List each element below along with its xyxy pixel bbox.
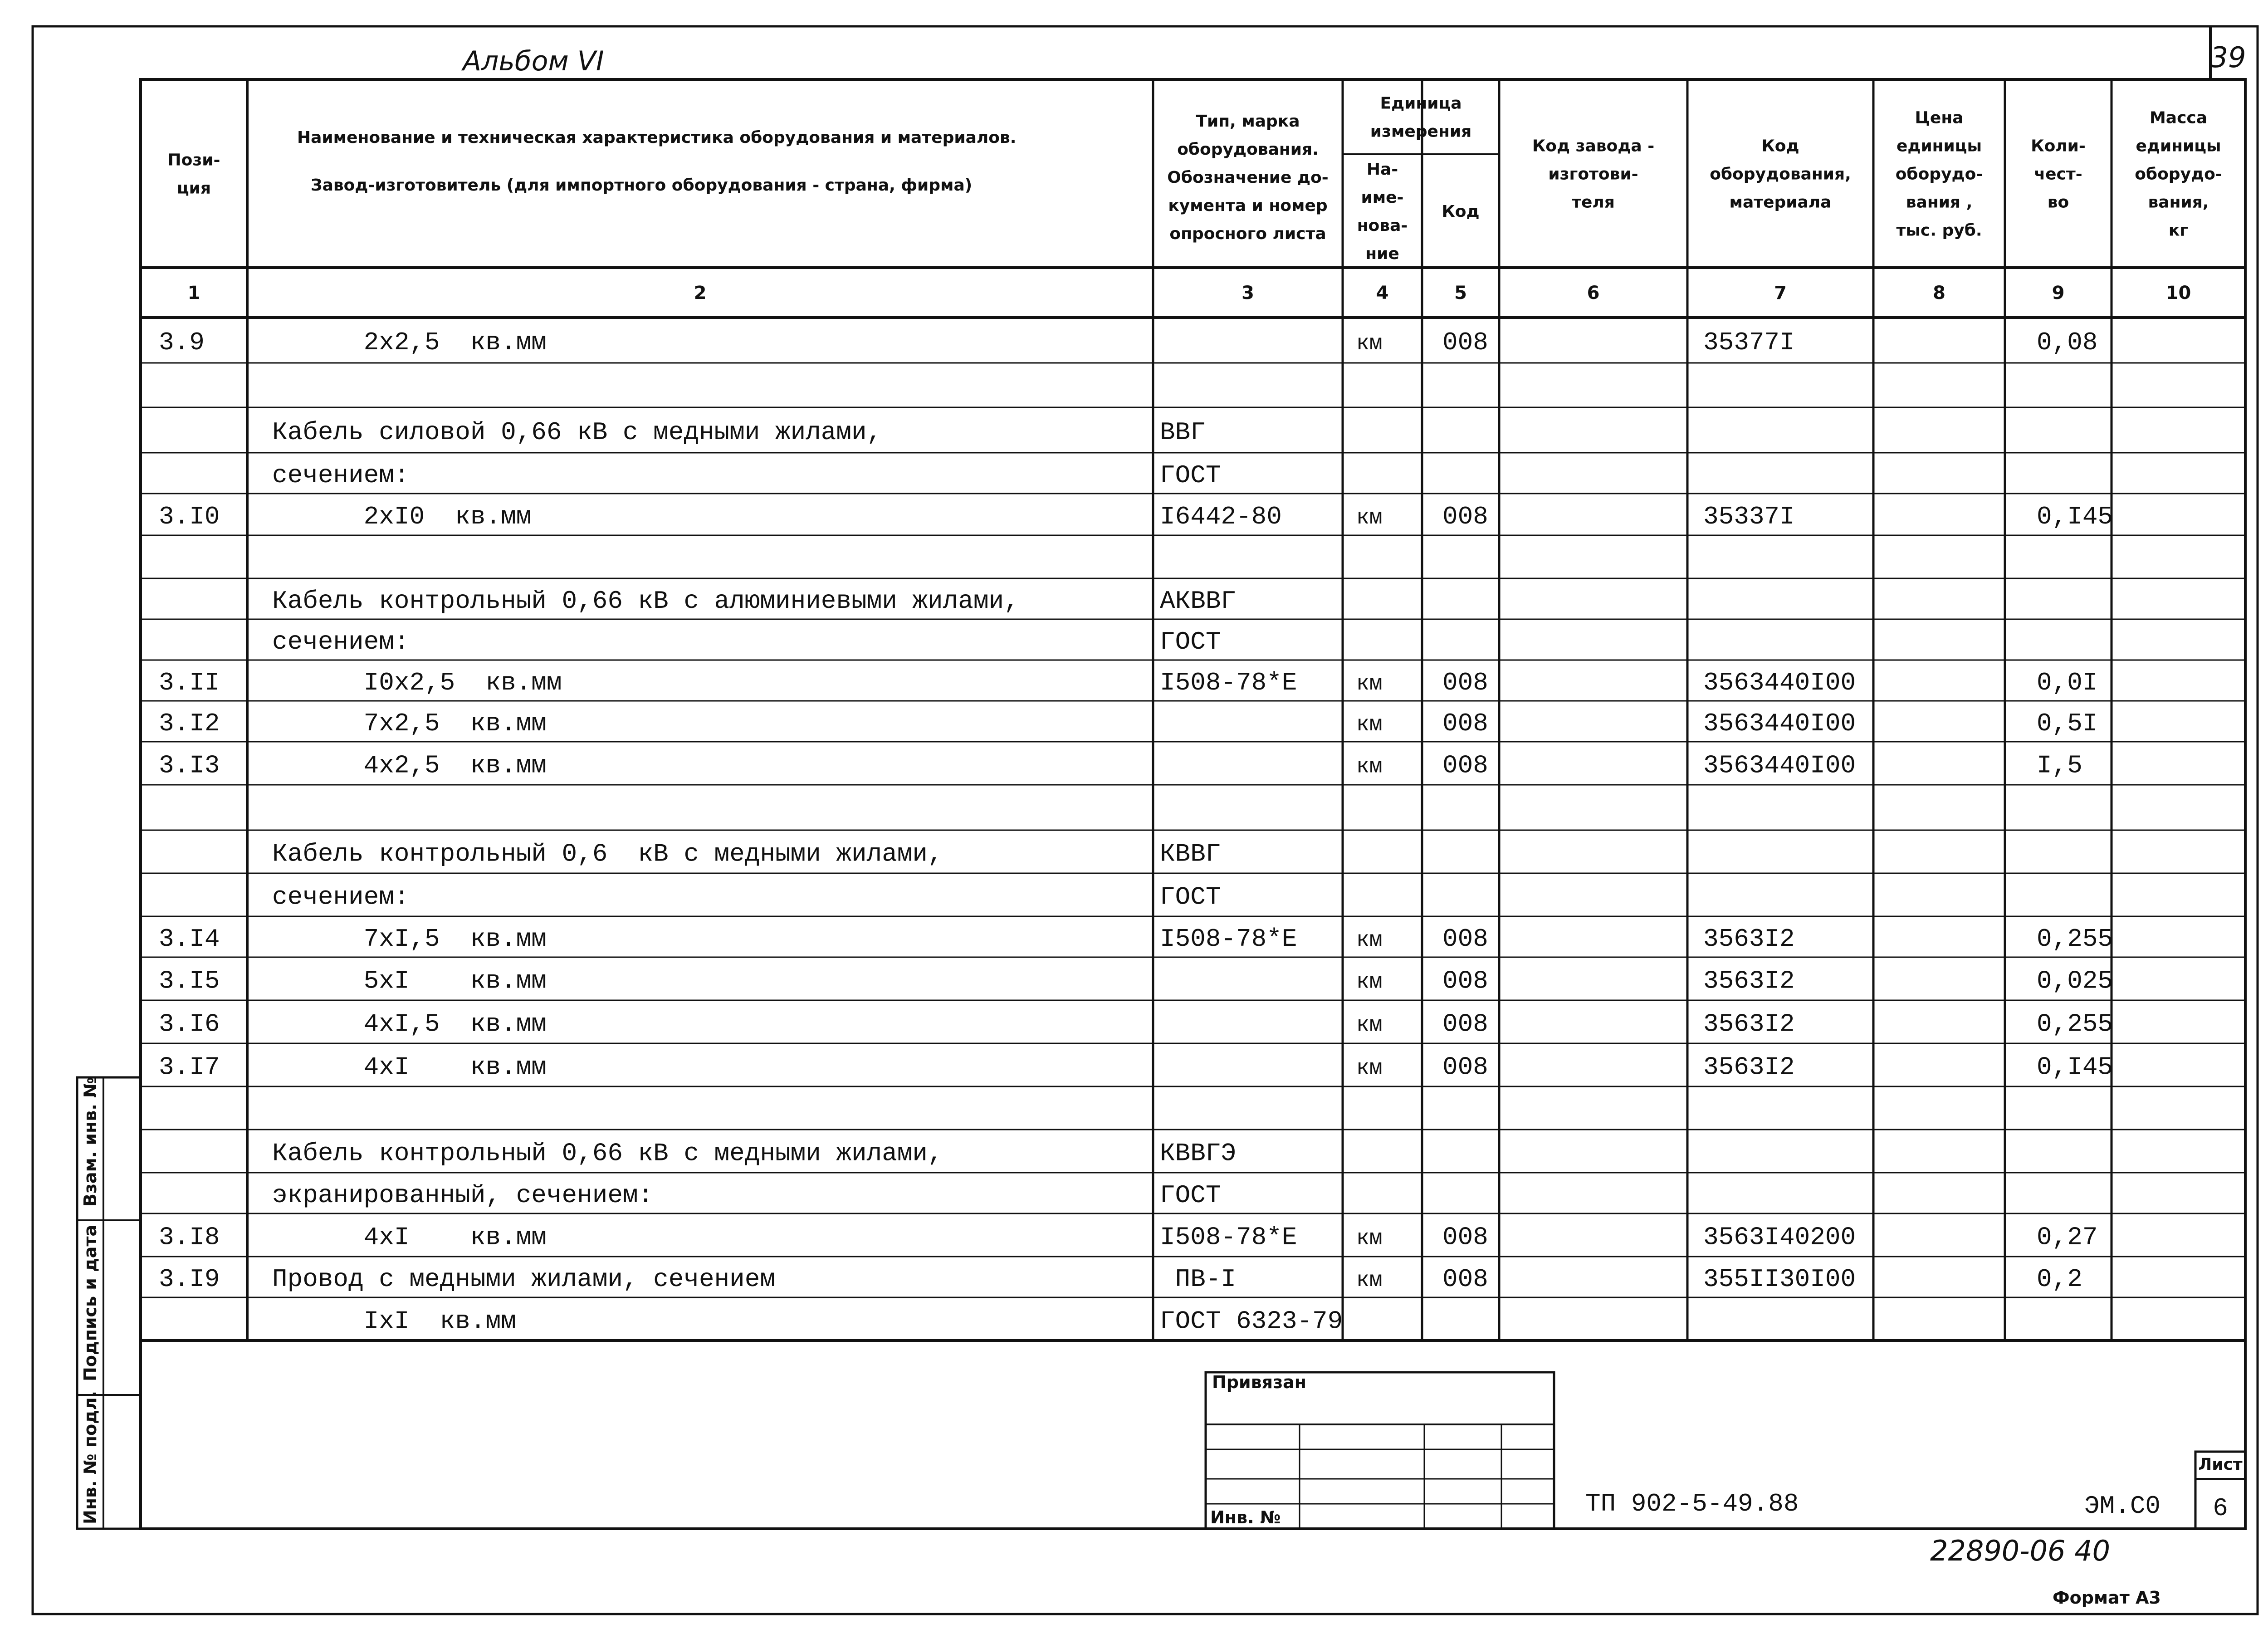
column-number: 8 [1933, 283, 1945, 303]
cell-unit-name: км [1356, 1226, 1383, 1251]
cell-unit-name: км [1356, 928, 1383, 953]
hdr-type: Обозначение до- [1167, 168, 1329, 187]
column-number: 5 [1454, 283, 1467, 303]
cell-name: сечением: [272, 627, 410, 656]
table-row [159, 668, 2097, 697]
cell-unit-code: 008 [1442, 1265, 1488, 1294]
hdr-name: Наименование и техническая характеристика оборудования и материалов. [297, 128, 1017, 147]
cell-equipment-code: 35377I [1703, 328, 1795, 357]
column-number-row [188, 283, 2191, 303]
cell-equipment-code: 3563440I00 [1703, 668, 1856, 697]
cell-position: 3.I0 [159, 502, 220, 531]
hdr-position: Пози- [167, 151, 220, 170]
hdr-unit-name: име- [1361, 188, 1404, 207]
cell-name: 5хI кв.мм [272, 966, 547, 996]
cell-equipment-code: 3563440I00 [1703, 751, 1856, 780]
cell-unit-code: 008 [1442, 1223, 1488, 1252]
cell-position: 3.I3 [159, 751, 220, 780]
cell-position: 3.9 [159, 328, 205, 357]
format-label: Формат А3 [2053, 1588, 2161, 1608]
hdr-price: вания , [1906, 193, 1973, 212]
cell-type: ГОСТ 6323-79 [1160, 1306, 1343, 1336]
hdr-quantity: Коли- [2031, 137, 2086, 156]
cell-unit-name: км [1356, 506, 1383, 530]
table-row [159, 751, 2082, 780]
cell-type: АКВВГ [1160, 587, 1237, 616]
cell-equipment-code: 35337I [1703, 502, 1795, 531]
cell-name: 7х2,5 кв.мм [272, 709, 547, 738]
table-row [159, 1010, 2113, 1039]
table-row [272, 840, 1221, 869]
cell-name: 4хI кв.мм [272, 1223, 547, 1252]
cell-equipment-code: 3563440I00 [1703, 709, 1856, 738]
title-sheet-label: Лист [2198, 1455, 2243, 1474]
title-block [1206, 1372, 2245, 1529]
cell-quantity: I,5 [2037, 751, 2082, 780]
cell-name: экранированный, сечением: [272, 1181, 654, 1210]
table-row [159, 1053, 2113, 1082]
cell-unit-name: км [1356, 1013, 1383, 1038]
cell-name: сечением: [272, 882, 410, 912]
hdr-unit-code: Код [1442, 202, 1480, 221]
cell-type: ГОСТ [1160, 461, 1221, 490]
hdr-name: Завод-изготовитель (для импортного оборудования - страна, фирма) [311, 176, 973, 195]
cell-name: Кабель силовой 0,66 кВ с медными жилами, [272, 418, 882, 447]
table-row [159, 925, 2113, 954]
cell-name: 4хI,5 кв.мм [272, 1009, 547, 1039]
hdr-factory-code: Код завода - [1532, 137, 1655, 156]
column-number: 7 [1774, 283, 1787, 303]
cell-position: 3.I7 [159, 1052, 220, 1082]
table-row [272, 587, 1236, 616]
hdr-quantity: чест- [2034, 165, 2082, 184]
table-row [272, 883, 1221, 912]
cell-type: I508-78*Е [1160, 1223, 1297, 1252]
cell-equipment-code: 3563I40200 [1703, 1223, 1856, 1252]
hdr-mass: вания, [2148, 193, 2209, 212]
table-row [272, 461, 1221, 490]
spec-table-header [168, 94, 2222, 264]
cell-equipment-code: 3563I2 [1703, 966, 1795, 996]
hdr-unit-name: нова- [1357, 216, 1408, 235]
cell-name: 4х2,5 кв.мм [272, 751, 547, 780]
cell-type: ГОСТ [1160, 1181, 1221, 1210]
cell-quantity: 0,I45 [2037, 502, 2113, 531]
cell-type: КВВГ [1160, 839, 1221, 869]
hdr-quantity: во [2047, 193, 2069, 212]
hdr-unit: измерения [1370, 122, 1472, 141]
cell-quantity: 0,025 [2037, 966, 2113, 996]
cell-equipment-code: 3563I2 [1703, 925, 1795, 954]
hdr-equipment-code: Код [1761, 137, 1799, 156]
title-privyazan: Привязан [1212, 1372, 1307, 1392]
cell-unit-code: 008 [1442, 502, 1488, 531]
stamp-vzam-inv: Взам. инв. № [80, 1077, 100, 1207]
cell-quantity: 0,27 [2037, 1223, 2098, 1252]
cell-unit-name: км [1356, 970, 1383, 995]
cell-quantity: 0,08 [2037, 328, 2098, 357]
hdr-factory-code: теля [1572, 193, 1615, 212]
cell-name: 4хI кв.мм [272, 1052, 547, 1082]
cell-quantity: 0,2 [2037, 1265, 2082, 1294]
cell-quantity: 0,0I [2037, 668, 2098, 697]
cell-unit-code: 008 [1442, 328, 1488, 357]
cell-type: ГОСТ [1160, 882, 1221, 912]
table-row [159, 967, 2113, 996]
cell-quantity: 0,I45 [2037, 1052, 2113, 1082]
album-label: Альбом VI [463, 45, 604, 77]
cell-name: I0х2,5 кв.мм [272, 668, 562, 697]
cell-unit-name: км [1356, 1056, 1383, 1081]
table-row [272, 418, 1206, 447]
cell-name: сечением: [272, 461, 410, 490]
cell-unit-name: км [1356, 754, 1383, 779]
cell-type: ВВГ [1160, 418, 1206, 447]
table-row [159, 1223, 2097, 1252]
cell-unit-code: 008 [1442, 966, 1488, 996]
column-number: 10 [2165, 283, 2191, 303]
cell-name: 2хI0 кв.мм [272, 502, 532, 531]
hdr-price: Цена [1915, 108, 1964, 127]
hdr-equipment-code: оборудования, [1710, 165, 1851, 184]
cell-type: КВВГЭ [1160, 1139, 1237, 1168]
cell-quantity: 0,255 [2037, 1009, 2113, 1039]
cell-position: 3.I6 [159, 1009, 220, 1039]
cell-position: 3.I9 [159, 1265, 220, 1294]
column-number: 4 [1376, 283, 1389, 303]
hdr-unit-name: ние [1365, 245, 1399, 263]
cell-equipment-code: 3563I2 [1703, 1009, 1795, 1039]
table-row [272, 627, 1221, 656]
table-row [272, 1139, 1236, 1168]
title-doc-code: ТП 902-5-49.88 [1585, 1489, 1799, 1518]
cell-type: I508-78*Е [1160, 925, 1297, 954]
page-corner-number: 39 [2210, 41, 2246, 74]
cell-unit-code: 008 [1442, 751, 1488, 780]
cell-type: I6442-80 [1160, 502, 1282, 531]
cell-type: I508-78*Е [1160, 668, 1297, 697]
table-row [272, 1307, 1343, 1336]
hdr-price: единицы [1896, 137, 1982, 156]
cell-position: 3.I2 [159, 709, 220, 738]
table-row [159, 1265, 2082, 1294]
column-number: 1 [187, 283, 200, 303]
cell-name: Кабель контрольный 0,6 кВ с медными жилами, [272, 839, 943, 869]
column-number: 3 [1242, 283, 1254, 303]
cell-position: 3.I5 [159, 966, 220, 996]
cell-unit-code: 008 [1442, 925, 1488, 954]
cell-quantity: 0,5I [2037, 709, 2098, 738]
title-inv-no: Инв. № [1210, 1507, 1281, 1527]
cell-name: Кабель контрольный 0,66 кВ с медными жилами, [272, 1139, 943, 1168]
cell-position: 3.I4 [159, 925, 220, 954]
column-number: 2 [694, 283, 707, 303]
cell-equipment-code: 3563I2 [1703, 1052, 1795, 1082]
title-mark: ЭМ.С0 [2084, 1492, 2161, 1521]
hdr-mass: кг [2168, 221, 2189, 240]
cell-unit-name: км [1356, 672, 1383, 696]
title-sheet-number: 6 [2213, 1494, 2228, 1523]
cell-unit-name: км [1356, 332, 1383, 356]
cell-unit-code: 008 [1442, 1009, 1488, 1039]
hdr-price: оборудо- [1895, 165, 1983, 184]
cell-name: 7хI,5 кв.мм [272, 925, 547, 954]
hdr-unit-name: На- [1366, 160, 1398, 179]
table-row [159, 502, 2113, 531]
stamp-inv-podl: Инв. № подл. [80, 1390, 100, 1524]
hdr-type: Тип, марка [1196, 112, 1300, 131]
hdr-price: тыс. руб. [1896, 221, 1982, 240]
table-row [159, 328, 2097, 357]
cell-name: IхI кв.мм [272, 1306, 516, 1336]
table-row [159, 709, 2097, 738]
cell-unit-name: км [1356, 713, 1383, 737]
archive-number: 22890-06 40 [1930, 1534, 2111, 1567]
cell-name: Кабель контрольный 0,66 кВ с алюминиевыми жилами, [272, 587, 1019, 616]
cell-position: 3.I8 [159, 1223, 220, 1252]
cell-name: Провод с медными жилами, сечением [272, 1265, 775, 1294]
hdr-type: оборудования. [1177, 140, 1319, 159]
cell-unit-code: 008 [1442, 709, 1488, 738]
side-stamp [77, 1077, 141, 1529]
cell-name: 2х2,5 кв.мм [272, 328, 547, 357]
hdr-equipment-code: материала [1729, 193, 1832, 212]
stamp-podpis-data: Подпись и дата [80, 1224, 100, 1381]
hdr-unit: Единица [1380, 94, 1462, 113]
hdr-type: кумента и номер [1168, 196, 1328, 215]
cell-position: 3.II [159, 668, 220, 697]
cell-unit-name: км [1356, 1268, 1383, 1293]
outer-frame [33, 26, 2258, 1614]
cell-type: ГОСТ [1160, 627, 1221, 656]
cell-unit-code: 008 [1442, 1052, 1488, 1082]
hdr-mass: единицы [2136, 137, 2221, 156]
hdr-factory-code: изготови- [1548, 165, 1638, 184]
table-row [272, 1181, 1221, 1210]
column-number: 6 [1587, 283, 1600, 303]
cell-quantity: 0,255 [2037, 925, 2113, 954]
cell-type: ПВ-I [1160, 1265, 1237, 1294]
hdr-mass: Масса [2149, 108, 2208, 127]
hdr-position: ция [176, 179, 211, 198]
spec-table-body [159, 328, 2113, 1336]
hdr-mass: оборудо- [2135, 165, 2222, 184]
cell-unit-code: 008 [1442, 668, 1488, 697]
hdr-type: опросного листа [1169, 225, 1326, 243]
column-number: 9 [2052, 283, 2065, 303]
cell-equipment-code: 355II30I00 [1703, 1265, 1856, 1294]
